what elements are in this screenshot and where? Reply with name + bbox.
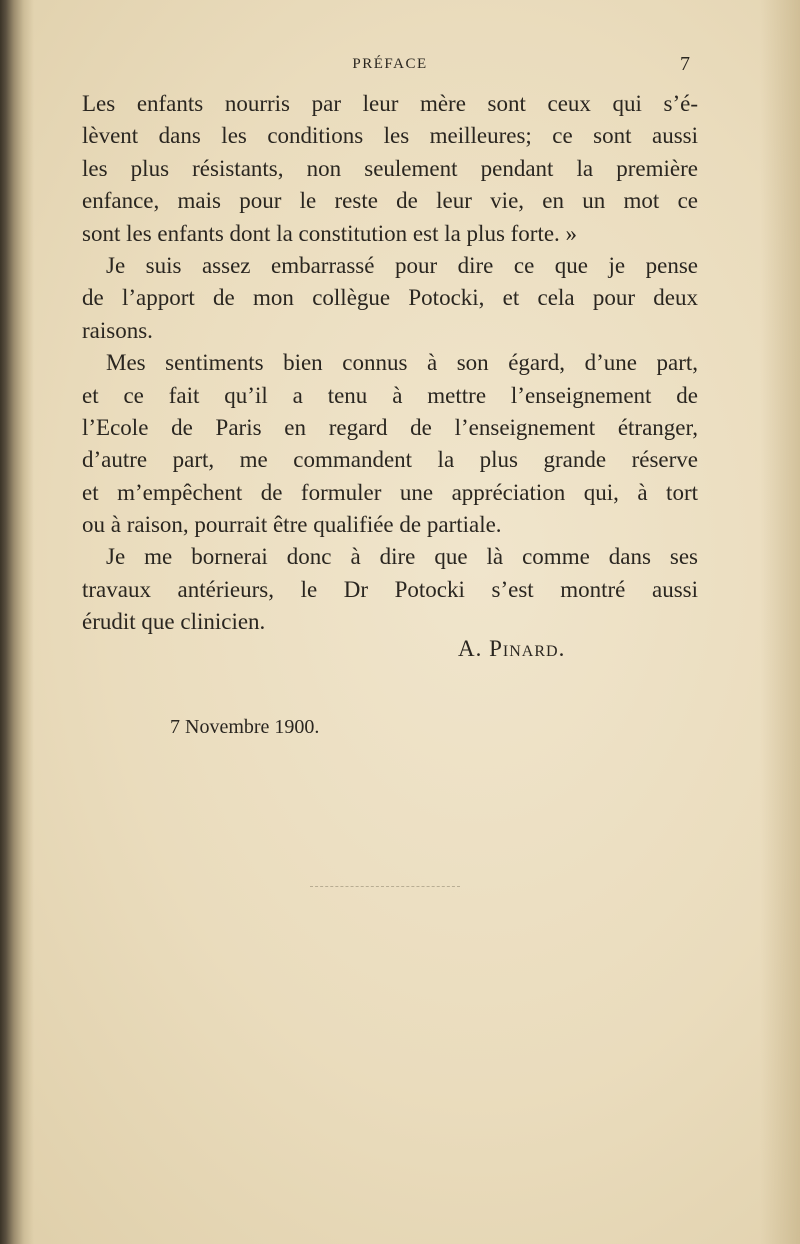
text-line: sont les enfants dont la constitution est la plus forte. » bbox=[82, 220, 578, 246]
signature-name: Pinard. bbox=[489, 636, 566, 661]
page-header bbox=[84, 53, 696, 78]
text-line: lèvent dans les conditions les meilleures; ce sont aussi bbox=[82, 123, 698, 149]
running-head: PRÉFACE bbox=[352, 56, 428, 72]
text-line: ou à raison, pourrait être qualifiée de partiale. bbox=[82, 512, 502, 538]
text-line: travaux antérieurs, le Dr Potocki s’est montré aussi bbox=[82, 576, 698, 602]
text-line: Je suis assez embarrassé pour dire ce que je pense bbox=[106, 252, 698, 278]
text-line: et m’empêchent de formuler une appréciation qui, à tort bbox=[82, 479, 698, 505]
signature-initial: A. bbox=[458, 636, 483, 661]
page-edge bbox=[760, 0, 800, 1244]
text-line: raisons. bbox=[82, 317, 153, 343]
text-line: Les enfants nourris par leur mère sont ceux qui s’é- bbox=[82, 91, 698, 116]
text-line: l’Ecole de Paris en regard de l’enseignement étranger, bbox=[82, 414, 698, 440]
text-line: enfance, mais pour le reste de leur vie, en un mot ce bbox=[82, 188, 698, 214]
text-line: érudit que clinicien. bbox=[82, 609, 266, 635]
page-number: 7 bbox=[680, 53, 690, 75]
preface-date: 7 Novembre 1900. bbox=[170, 716, 320, 738]
binding-gutter bbox=[0, 0, 34, 1244]
text-line: d’autre part, me commandent la plus grande réserve bbox=[82, 447, 698, 473]
text-line: Je me bornerai donc à dire que là comme dans ses bbox=[106, 544, 698, 570]
text-line: et ce fait qu’il a tenu à mettre l’enseignement de bbox=[82, 382, 698, 408]
faint-rule bbox=[310, 886, 460, 887]
text-line: de l’apport de mon collègue Potocki, et cela pour deux bbox=[82, 285, 698, 311]
body-text bbox=[82, 88, 698, 639]
text-line: Mes sentiments bien connus à son égard, d’une part, bbox=[106, 350, 698, 376]
text-line: les plus résistants, non seulement pendant la première bbox=[82, 155, 698, 181]
author-signature bbox=[458, 636, 565, 662]
